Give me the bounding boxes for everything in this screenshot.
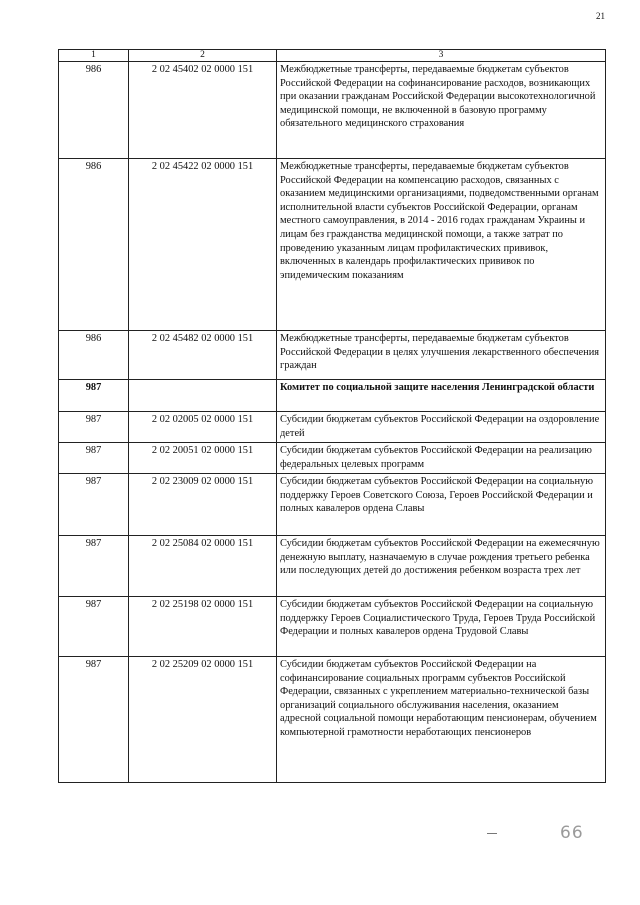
table-row	[59, 536, 606, 597]
admin-code-cell: 986	[59, 62, 129, 159]
revenue-code-cell	[129, 380, 277, 412]
revenue-name-cell: Субсидии бюджетам субъектов Российской Федерации на социальную поддержку Героев Социалистического Труда, Героев Труда Российской Федерации и полных кавалеров ордена Трудовой Славы	[277, 597, 606, 657]
revenue-name-cell: Субсидии бюджетам субъектов Российской Федерации на софинансирование социальных программ субъектов Российской Федерации, связанных с укреплением материально-технической базы организаций социального обслуживания населения, оказанием адресной социальной помощи неработающим пенсионерам, обучением компьютерной грамотности неработающих пенсионеров	[277, 657, 606, 783]
table-row	[59, 331, 606, 380]
table-row	[59, 597, 606, 657]
revenue-name-cell: Субсидии бюджетам субъектов Российской Федерации на ежемесячную денежную выплату, назначаемую в случае рождения третьего ребенка или последующих детей до достижения ребенком возраста трех лет	[277, 536, 606, 597]
admin-code-cell: 987	[59, 443, 129, 474]
table-row	[59, 159, 606, 331]
table-header-row	[59, 50, 606, 62]
table-row	[59, 657, 606, 783]
revenue-code-cell: 2 02 25198 02 0000 151	[129, 597, 277, 657]
revenue-name-cell: Субсидии бюджетам субъектов Российской Федерации на реализацию федеральных целевых программ	[277, 443, 606, 474]
revenue-code-cell: 2 02 45422 02 0000 151	[129, 159, 277, 331]
column-header-1: 1	[59, 50, 129, 62]
handwritten-page-mark: 66	[560, 823, 584, 843]
table-row	[59, 62, 606, 159]
revenue-code-cell: 2 02 25209 02 0000 151	[129, 657, 277, 783]
revenue-name-cell: Межбюджетные трансферты, передаваемые бюджетам субъектов Российской Федерации в целях улучшения лекарственного обеспечения граждан	[277, 331, 606, 380]
revenue-code-cell: 2 02 45402 02 0000 151	[129, 62, 277, 159]
page-number: 21	[596, 11, 605, 21]
revenue-code-cell: 2 02 20051 02 0000 151	[129, 443, 277, 474]
admin-code-cell: 986	[59, 331, 129, 380]
admin-code-cell: 987	[59, 474, 129, 536]
revenue-code-cell: 2 02 25084 02 0000 151	[129, 536, 277, 597]
revenue-code-cell: 2 02 23009 02 0000 151	[129, 474, 277, 536]
admin-code-cell: 986	[59, 159, 129, 331]
admin-code-cell: 987	[59, 380, 129, 412]
table-row	[59, 443, 606, 474]
budget-classification-table	[58, 49, 606, 783]
table-row	[59, 380, 606, 412]
column-header-3: 3	[277, 50, 606, 62]
revenue-code-cell: 2 02 02005 02 0000 151	[129, 412, 277, 443]
admin-code-cell: 987	[59, 536, 129, 597]
admin-code-cell: 987	[59, 597, 129, 657]
revenue-name-cell: Субсидии бюджетам субъектов Российской Федерации на социальную поддержку Героев Советского Союза, Героев Российской Федерации и полных кавалеров ордена Славы	[277, 474, 606, 536]
revenue-code-cell: 2 02 45482 02 0000 151	[129, 331, 277, 380]
table-row	[59, 412, 606, 443]
admin-code-cell: 987	[59, 412, 129, 443]
revenue-name-cell: Комитет по социальной защите населения Ленинградской области	[277, 380, 606, 412]
column-header-2: 2	[129, 50, 277, 62]
revenue-name-cell: Межбюджетные трансферты, передаваемые бюджетам субъектов Российской Федерации на софинансирование расходов, возникающих при оказании гражданам Российской Федерации высокотехнологичной медицинской помощи, не включенной в базовую программу обязательного медицинского страхования	[277, 62, 606, 159]
dash-mark	[487, 833, 497, 834]
revenue-name-cell: Межбюджетные трансферты, передаваемые бюджетам субъектов Российской Федерации на компенсацию расходов, связанных с оказанием медицинскими организациями, подведомственными органам исполнительной власти субъектов Российской Федерации, органам местного самоуправления, в 2014 - 2016 годах гражданам Украины и лицам без гражданства медицинской помощи, а также затрат по проведению указанным лицам профилактических прививок, включенных в календарь профилактических прививок по эпидемическим показаниям	[277, 159, 606, 331]
admin-code-cell: 987	[59, 657, 129, 783]
revenue-name-cell: Субсидии бюджетам субъектов Российской Федерации на оздоровление детей	[277, 412, 606, 443]
table-row	[59, 474, 606, 536]
